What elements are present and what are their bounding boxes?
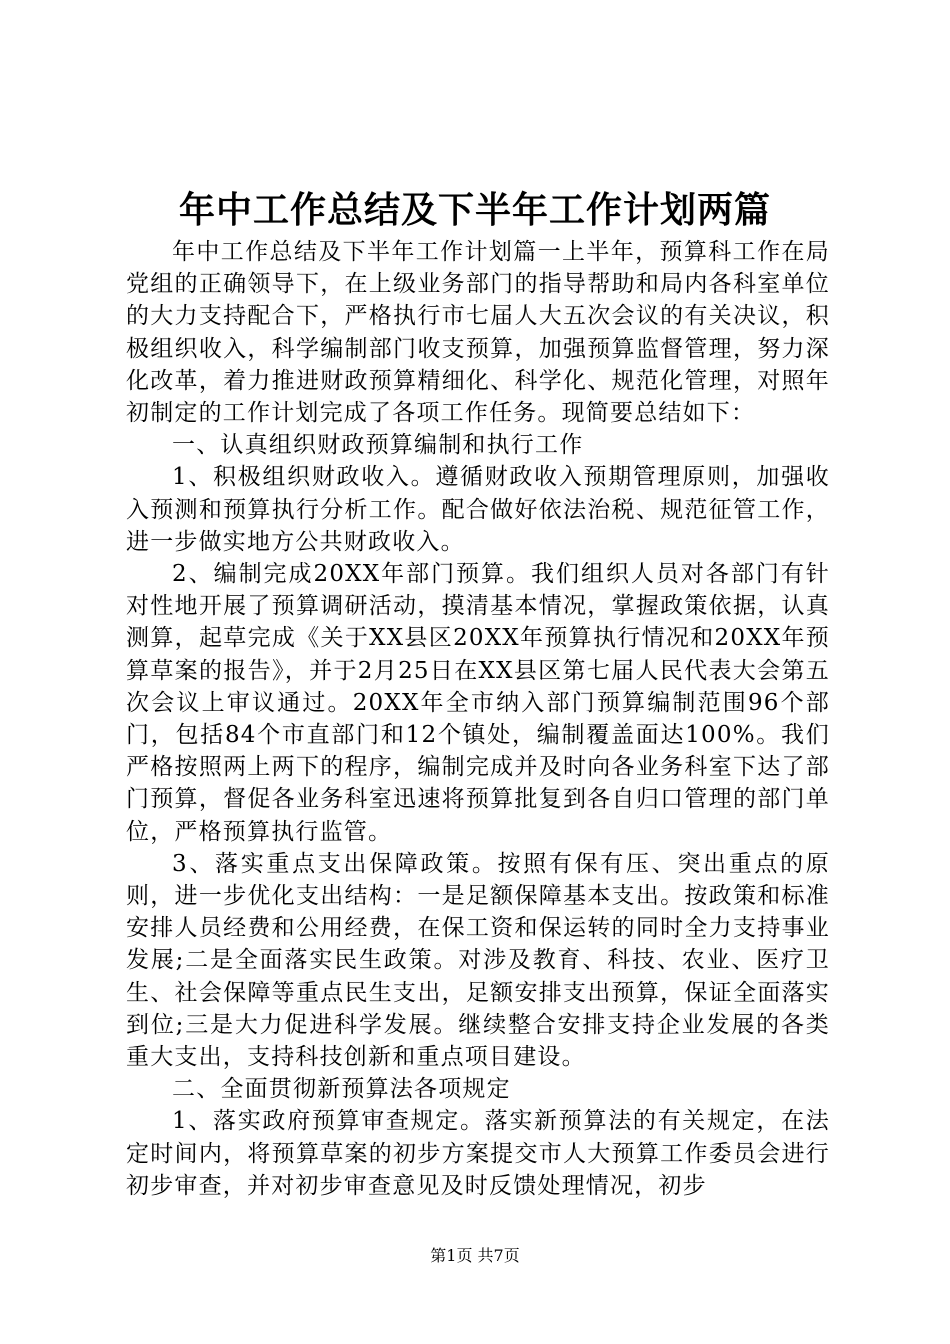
section-heading-1: 一、认真组织财政预算编制和执行工作 bbox=[172, 432, 584, 459]
document-body bbox=[126, 236, 830, 1202]
paragraph-item-1-3: 3、落实重点支出保障政策。按照有保有压、突出重点的原则，进一步优化支出结构：一是足额保障基本支出。按政策和标准安排人员经费和公用经费，在保工资和保运转的同时全力支持事业发展;二是全面落实民生政策。对涉及教育、科技、农业、医疗卫生、社会保障等重点民生支出，足额安排支出预算，保证全面落实到位;三是大力促进科学发展。继续整合安排支持企业发展的各类重大支出，支持科技创新和重点项目建设。 bbox=[126, 850, 830, 1071]
paragraph-item-1-1: 1、积极组织财政收入。遵循财政收入预期管理原则，加强收入预测和预算执行分析工作。配合做好依法治税、规范征管工作，进一步做实地方公共财政收入。 bbox=[126, 464, 830, 555]
paragraph-item-2-1: 1、落实政府预算审查规定。落实新预算法的有关规定，在法定时间内，将预算草案的初步方案提交市人大预算工作委员会进行初步审查，并对初步审查意见及时反馈处理情况，初步 bbox=[126, 1108, 830, 1199]
section-heading-2: 二、全面贯彻新预算法各项规定 bbox=[172, 1076, 511, 1103]
page-footer: 第1页 共7页 bbox=[430, 1246, 520, 1265]
paragraph-intro: 年中工作总结及下半年工作计划篇一上半年，预算科工作在局党组的正确领导下，在上级业务部门的指导帮助和局内各科室单位的大力支持配合下，严格执行市七届人大五次会议的有关决议，积极组织收入，科学编制部门收支预算，加强预算监督管理，努力深化改革，着力推进财政预算精细化、科学化、规范化管理，对照年初制定的工作计划完成了各项工作任务。现简要总结如下： bbox=[126, 239, 830, 427]
document-title: 年中工作总结及下半年工作计划两篇 bbox=[178, 189, 771, 231]
paragraph-item-1-2: 2、编制完成20XX年部门预算。我们组织人员对各部门有针对性地开展了预算调研活动，摸清基本情况，掌握政策依据，认真测算，起草完成《关于XX县区20XX年预算执行情况和20XX年预算草案的报告》，并于2月25日在XX县区第七届人民代表大会第五次会议上审议通过。20XX年全市纳入部门预算编制范围96个部门，包括84个市直部门和12个镇处，编制覆盖面达100%。我们严格按照两上两下的程序，编制完成并及时向各业务科室下达了部门预算，督促各业务科室迅速将预算批复到各自归口管理的部门单位，严格预算执行监管。 bbox=[126, 561, 830, 845]
